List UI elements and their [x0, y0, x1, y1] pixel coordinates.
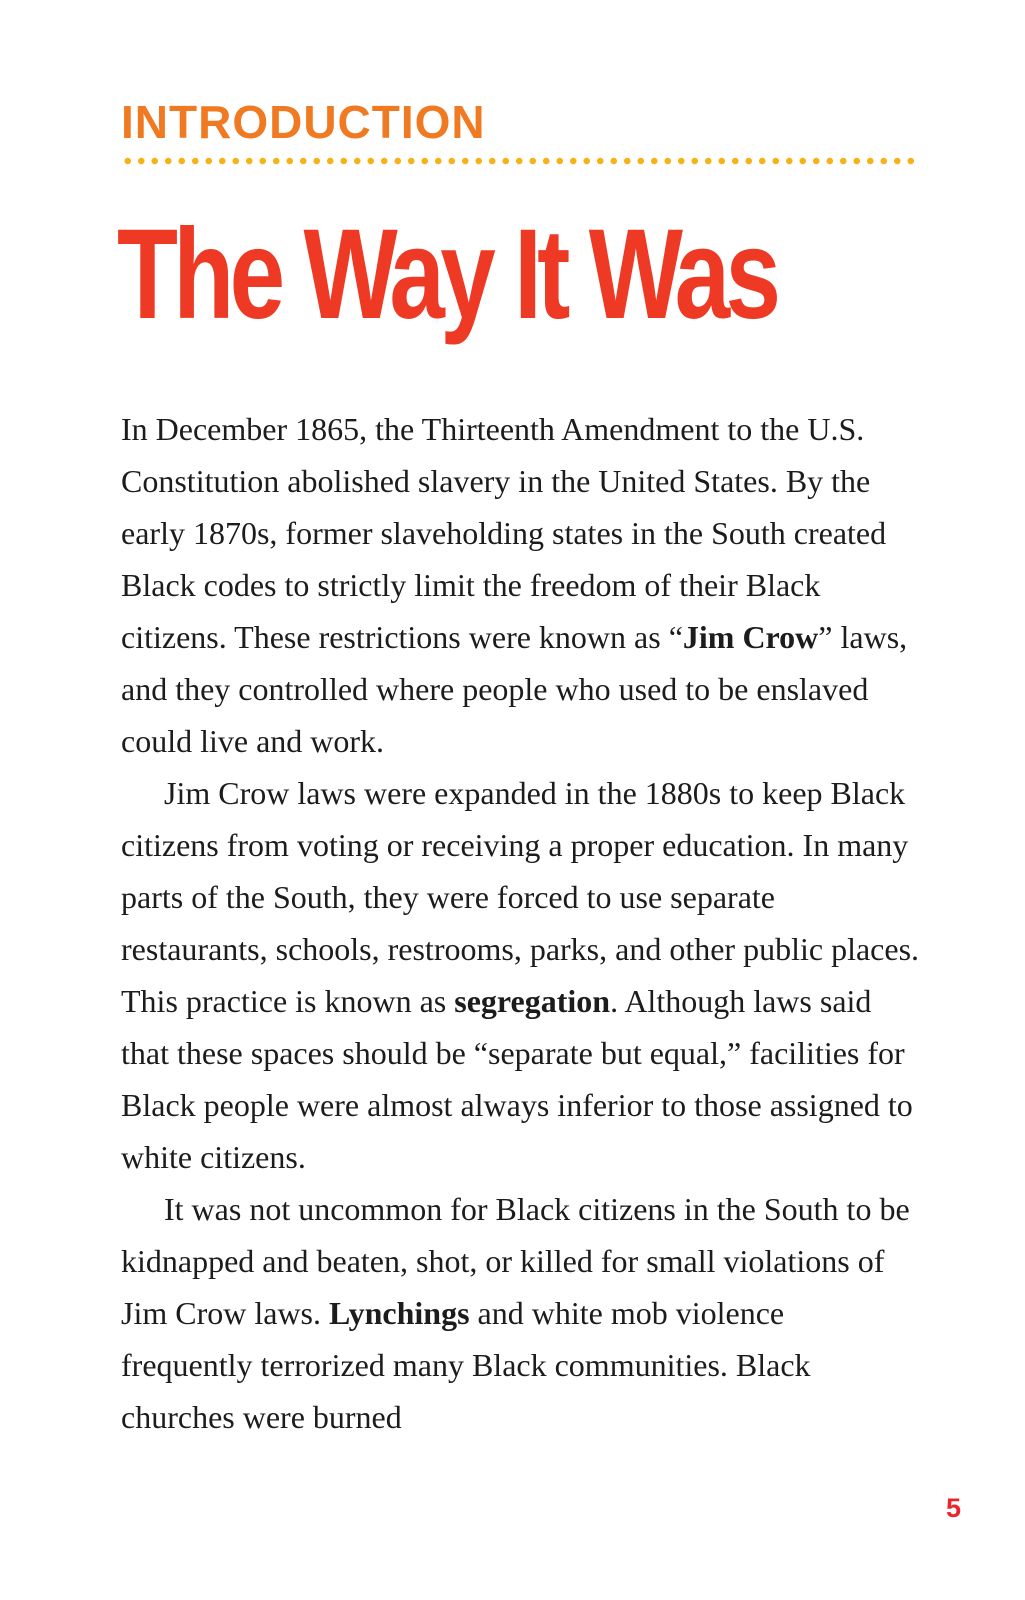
paragraph-text: and white mob violence frequently terrorized many Black communities. Black churches were burned	[121, 1295, 811, 1435]
paragraph-text: It was not uncommon for Black citizens in the South to be kidnapped and beaten, shot, or killed for small violations of Jim Crow laws.	[121, 1191, 910, 1331]
paragraph-text: . Although laws said that these spaces should be “separate but equal,” facilities for Black people were almost always inferior to those assigned to white citizens.	[121, 983, 913, 1175]
dotted-divider	[121, 157, 916, 165]
paragraph-text: ” laws, and they controlled where people who used to be enslaved could live and work.	[121, 619, 908, 759]
page-number: 5	[946, 1493, 962, 1523]
key-term-segregation: segregation	[454, 983, 611, 1019]
key-term-lynchings: Lynchings	[329, 1295, 470, 1331]
paragraph-2	[121, 767, 921, 1183]
body-text	[121, 403, 921, 1443]
paragraph-1	[121, 403, 921, 767]
key-term-jim-crow: Jim Crow	[682, 619, 819, 655]
section-label: INTRODUCTION	[121, 96, 486, 148]
paragraph-text: In December 1865, the Thirteenth Amendment to the U.S. Constitution abolished slavery in the United States. By the early 1870s, former slaveholding states in the South created Black codes to strictly limit the freedom of their Black citizens. These restrictions were known as “	[121, 411, 887, 655]
paragraph-3	[121, 1183, 921, 1443]
paragraph-text: Jim Crow laws were expanded in the 1880s to keep Black citizens from voting or receiving a proper education. In many parts of the South, they were forced to use separate restaurants, schools, restrooms, parks, and other public places. This practice is known as	[121, 775, 920, 1019]
chapter-title: The Way It Was	[117, 203, 777, 346]
